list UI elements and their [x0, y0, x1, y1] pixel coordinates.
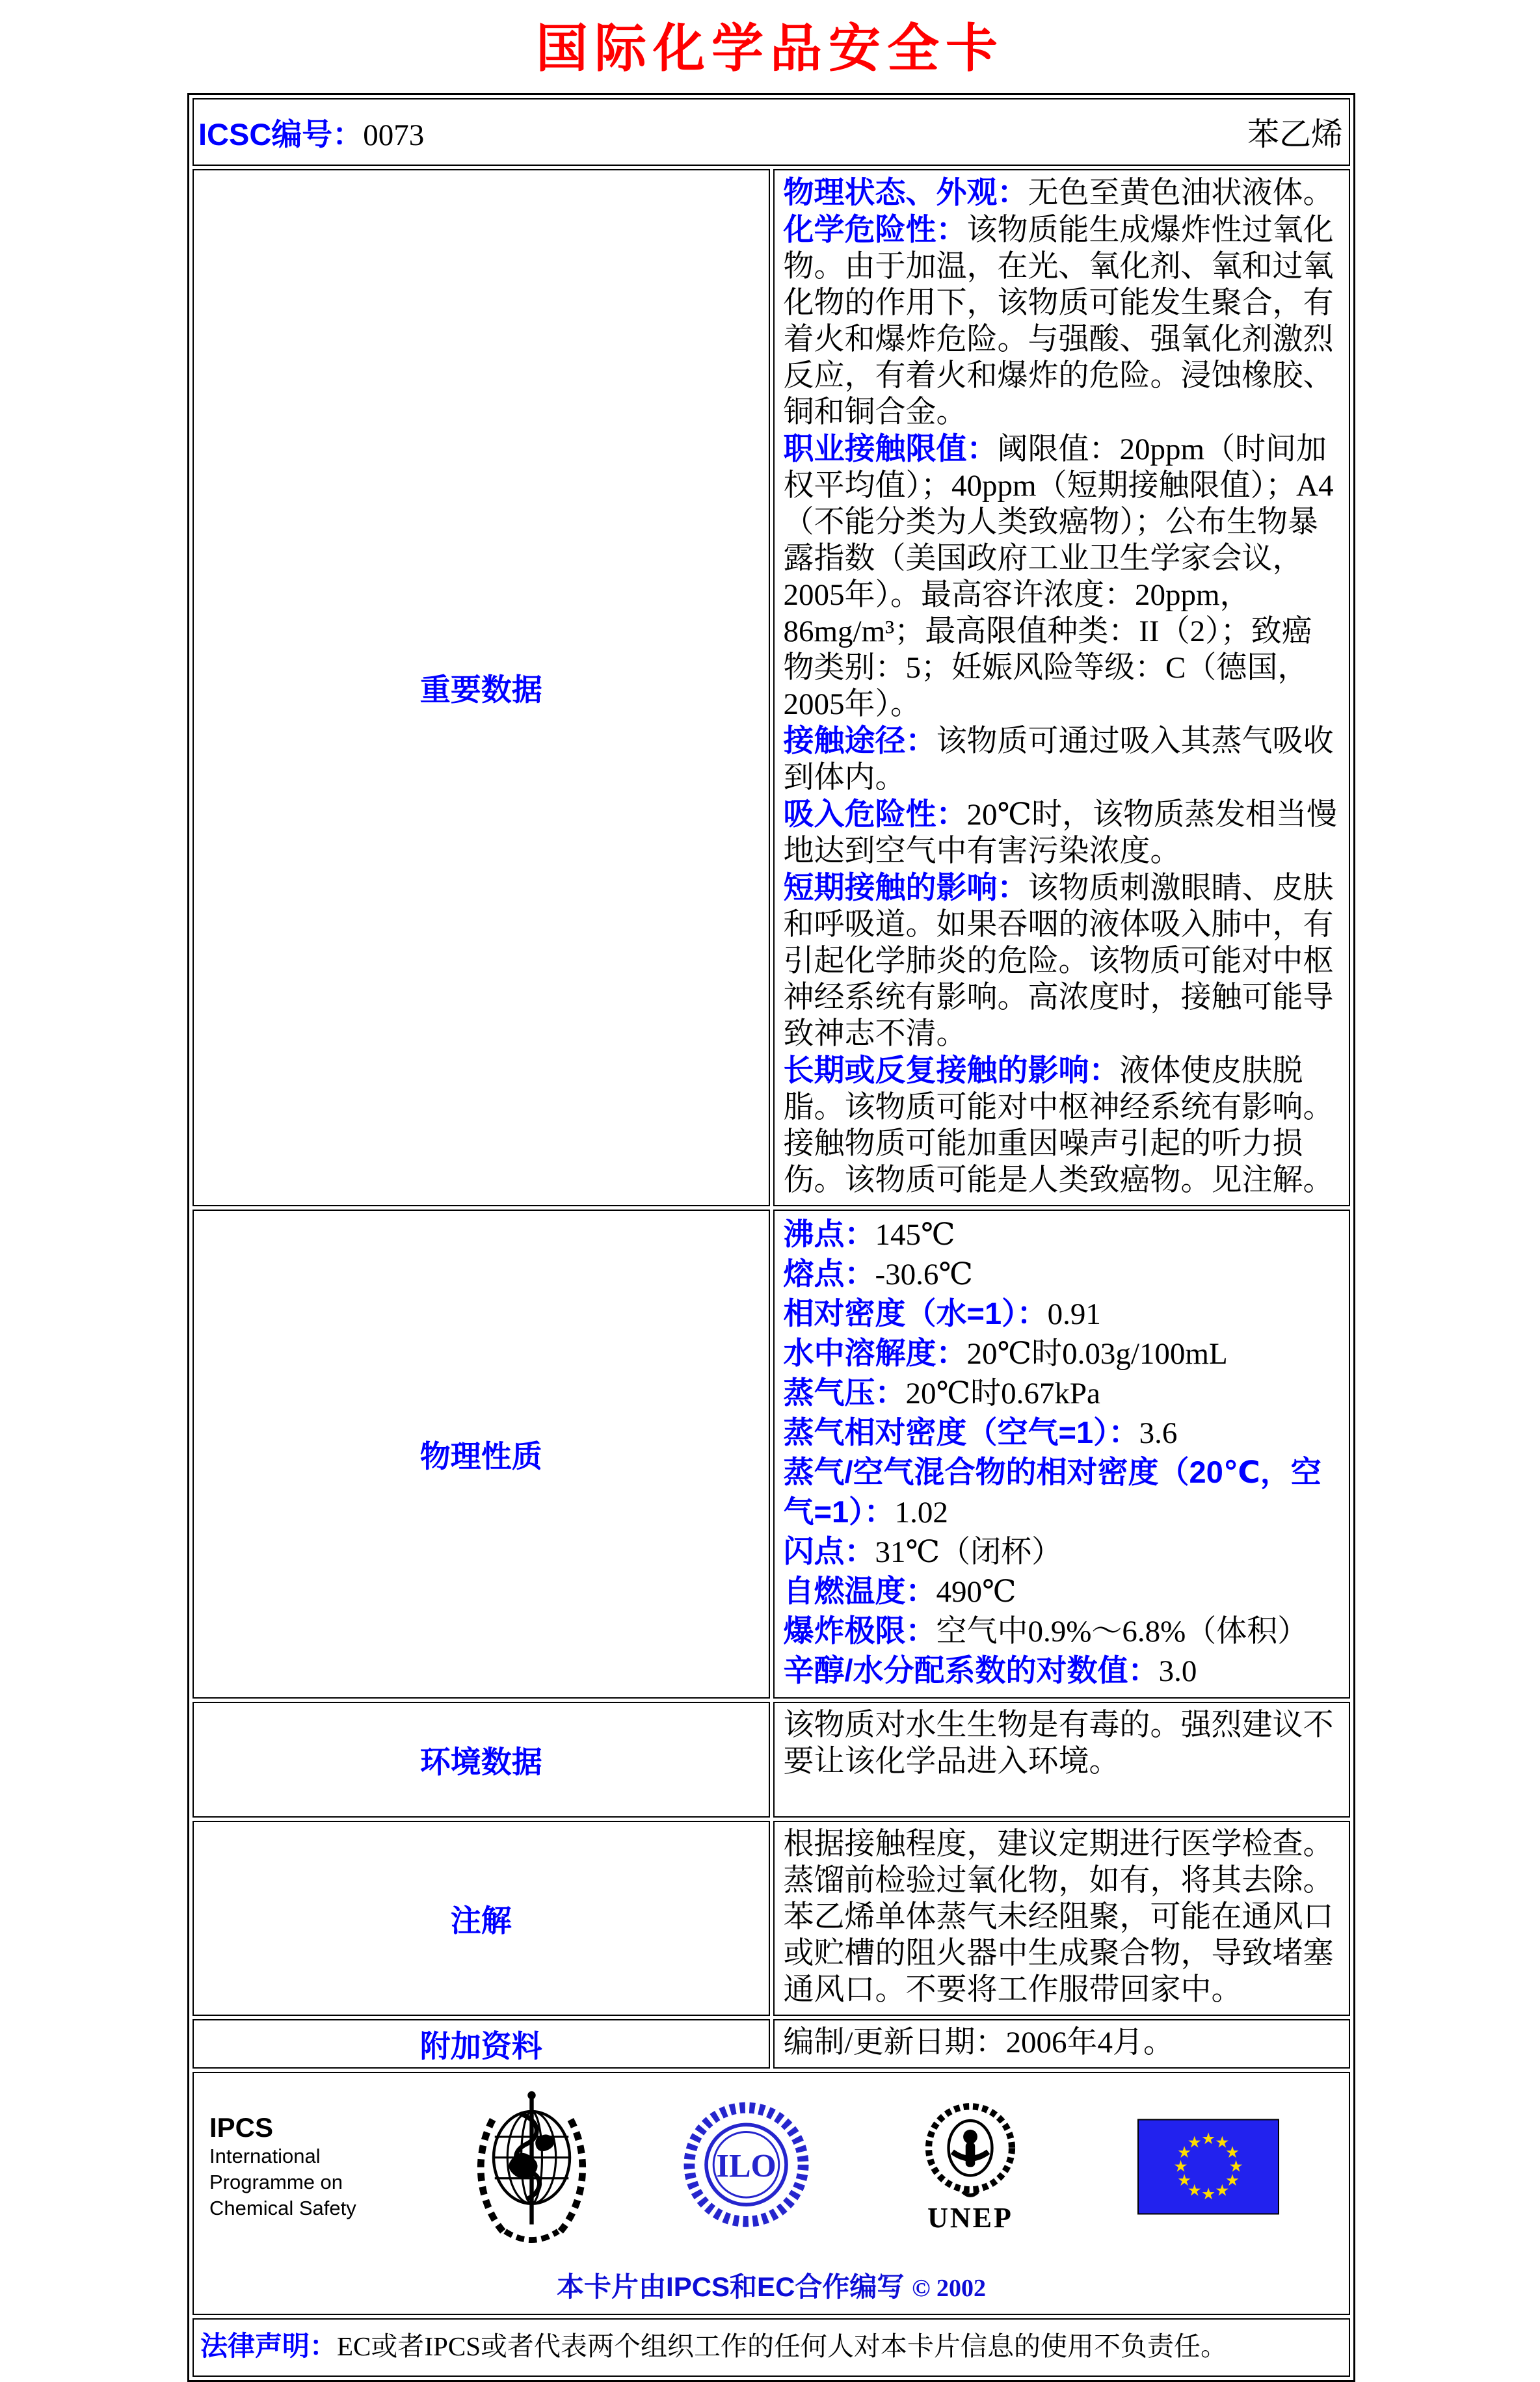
who-icon [424, 2085, 639, 2249]
ipcs-wordmark [209, 2112, 424, 2221]
icsc-number [198, 111, 424, 154]
field-label: 接触途径： [783, 723, 936, 758]
field-vapor-air-density [784, 1453, 1340, 1532]
field-text: 145℃ [875, 1218, 955, 1252]
svg-text:★: ★ [1201, 2130, 1215, 2148]
section-content-additional-info [773, 2019, 1351, 2069]
field-explosive-limits [784, 1611, 1340, 1651]
field-physical-state [784, 174, 1340, 211]
section-label-notes: 注解 [450, 1903, 512, 1938]
svg-text:★: ★ [1225, 2171, 1240, 2190]
legal-row [192, 2318, 1350, 2377]
field-text: 490℃ [936, 1575, 1016, 1609]
field-label: 蒸气/空气混合物的相对密度（20℃，空气=1）： [783, 1455, 1321, 1529]
field-label: 爆炸极限： [783, 1613, 936, 1648]
section-content-environmental-data [773, 1702, 1351, 1818]
section-row-additional-info [192, 2019, 1350, 2069]
eu-flag-icon [1087, 2119, 1329, 2215]
credit-text: 本卡片由IPCS和EC合作编写 [557, 2271, 905, 2302]
field-label: 蒸气压： [783, 1375, 906, 1410]
field-octanol-water-coefficient [784, 1651, 1340, 1691]
field-chemical-danger [784, 211, 1340, 430]
ipcs-subtitle-line: International [209, 2145, 321, 2167]
section-row-notes [192, 1821, 1350, 2016]
logo-strip [194, 2080, 1349, 2249]
svg-text:★: ★ [1177, 2144, 1191, 2162]
field-label: 闪点： [783, 1534, 875, 1568]
logos-row [192, 2072, 1350, 2315]
field-label: 物理状态、外观： [783, 175, 1028, 209]
field-text: 20℃时0.03g/100mL [966, 1337, 1228, 1371]
field-label: 熔点： [783, 1256, 875, 1291]
environmental-text: 该物质对水生生物是有毒的。强烈建议不要让该化学品进入环境。 [783, 1708, 1334, 1779]
field-label: 化学危险性： [783, 212, 967, 246]
icsc-card-table [187, 93, 1355, 2382]
legal-text: EC或者IPCS或者代表两个组织工作的任何人对本卡片信息的使用不负责任。 [337, 2331, 1228, 2361]
update-date-text: 编制/更新日期：2006年4月。 [783, 2026, 1175, 2059]
svg-text:★: ★ [1215, 2182, 1230, 2200]
field-long-term-effects [784, 1052, 1340, 1198]
legal-label: 法律声明： [200, 2331, 338, 2361]
field-text: 该物质能生成爆炸性过氧化物。由于加温，在光、氧化剂、氧和过氧化物的作用下，该物质可能发生聚合，有着火和爆炸危险。与强酸、强氧化剂激烈反应，有着火和爆炸的危险。浸蚀橡胶、铜和铜合金。 [783, 213, 1334, 429]
credit-year: © 2002 [912, 2275, 986, 2302]
card-header [194, 100, 1348, 164]
section-row-physical-properties [192, 1210, 1350, 1699]
field-exposure-routes [784, 722, 1340, 796]
field-text: 液体使皮肤脱脂。该物质可能对中枢神经系统有影响。接触物质可能加重因噪声引起的听力损伤。该物质可能是人类致癌物。见注解。 [783, 1054, 1334, 1197]
unep-icon [853, 2099, 1087, 2234]
ilo-icon [639, 2094, 853, 2240]
field-text: 空气中0.9%～6.8%（体积） [936, 1615, 1308, 1648]
field-text: 无色至黄色油状液体。 [1028, 176, 1334, 210]
field-label: 短期接触的影响： [783, 870, 1028, 905]
field-label: 职业接触限值： [783, 431, 998, 466]
field-label: 辛醇/水分配系数的对数值： [783, 1653, 1159, 1687]
svg-text:★: ★ [1228, 2158, 1243, 2176]
header-row [192, 98, 1350, 166]
field-text: 1.02 [894, 1496, 948, 1529]
ipcs-title: IPCS [209, 2112, 274, 2143]
field-label: 自燃温度： [783, 1574, 936, 1608]
section-content-important-data [773, 169, 1351, 1206]
svg-text:★: ★ [1173, 2158, 1188, 2176]
field-text: 3.0 [1158, 1654, 1197, 1688]
field-text: 31℃（闭杯） [875, 1535, 1063, 1569]
icsc-number-label: ICSC编号： [198, 116, 364, 152]
section-label-environmental-data: 环境数据 [419, 1744, 542, 1779]
section-content-physical-properties [773, 1210, 1351, 1699]
credit-line [194, 2266, 1349, 2305]
section-content-notes [773, 1821, 1351, 2016]
field-melting-point [784, 1254, 1340, 1294]
field-occupational-limits [784, 430, 1340, 722]
notes-text: 根据接触程度，建议定期进行医学检查。蒸馏前检验过氧化物，如有，将其去除。苯乙烯单体蒸气未经阻聚，可能在通风口或贮槽的阻火器中生成聚合物，导致堵塞通风口。不要将工作服带回家中。 [783, 1827, 1334, 2007]
ipcs-subtitle-line: Programme on [209, 2171, 343, 2193]
field-vapor-density [784, 1413, 1340, 1453]
ilo-letters: ILO [715, 2147, 777, 2184]
field-relative-density [784, 1294, 1340, 1334]
page-title: 国际化学品安全卡 [536, 18, 1004, 79]
field-label: 相对密度（水=1）： [783, 1296, 1048, 1330]
field-text: 20℃时0.67kPa [905, 1377, 1100, 1410]
section-row-important-data [192, 169, 1350, 1206]
field-text: 0.91 [1047, 1297, 1101, 1331]
unep-label: UNEP [927, 2202, 1013, 2234]
field-flash-point [784, 1532, 1340, 1572]
field-water-solubility [784, 1334, 1340, 1373]
svg-text:★: ★ [1187, 2134, 1202, 2152]
field-text: 20℃时，该物质蒸发相当慢地达到空气中有害污染浓度。 [783, 798, 1338, 868]
chemical-name: 苯乙烯 [1247, 116, 1343, 152]
svg-text:★: ★ [1187, 2182, 1202, 2200]
section-label-additional-info: 附加资料 [419, 2028, 542, 2063]
field-label: 长期或反复接触的影响： [783, 1053, 1120, 1087]
svg-text:★: ★ [1225, 2144, 1240, 2162]
ipcs-subtitle-line: Chemical Safety [209, 2197, 356, 2219]
field-autoignition-temp [784, 1572, 1340, 1611]
section-label-physical-properties: 物理性质 [419, 1438, 542, 1474]
field-short-term-effects [784, 869, 1340, 1052]
field-vapor-pressure [784, 1373, 1340, 1413]
field-label: 蒸气相对密度（空气=1）： [783, 1415, 1139, 1449]
icsc-number-value: 0073 [363, 118, 425, 152]
section-label-important-data: 重要数据 [419, 672, 542, 707]
field-text: 该物质可通过吸入其蒸气吸收到体内。 [783, 724, 1334, 795]
section-row-environmental-data [192, 1702, 1350, 1818]
field-text: 阈限值：20ppm（时间加权平均值）；40ppm（短期接触限值）；A4（不能分类为人类致癌物）；公布生物暴露指数（美国政府工业卫生学家会议，2005年）。最高容许浓度：20ppm，86mg/m³；最高限值种类：II（2）；致癌物类别：5；妊娠风险等级：C（德国，2005年）。 [783, 432, 1334, 721]
field-label: 吸入危险性： [783, 797, 967, 831]
field-inhalation-risk [784, 796, 1340, 869]
field-label: 水中溶解度： [783, 1336, 967, 1370]
svg-text:★: ★ [1201, 2186, 1215, 2204]
svg-text:★: ★ [1215, 2134, 1230, 2152]
field-text: 该物质刺激眼睛、皮肤和呼吸道。如果吞咽的液体吸入肺中，有引起化学肺炎的危险。该物质可能对中枢神经系统有影响。高浓度时，接触可能导致神志不清。 [783, 871, 1334, 1051]
field-label: 沸点： [783, 1217, 875, 1251]
field-text: 3.6 [1139, 1416, 1178, 1450]
field-text: -30.6℃ [875, 1258, 973, 1291]
svg-text:★: ★ [1177, 2171, 1191, 2190]
field-boiling-point [784, 1215, 1340, 1254]
